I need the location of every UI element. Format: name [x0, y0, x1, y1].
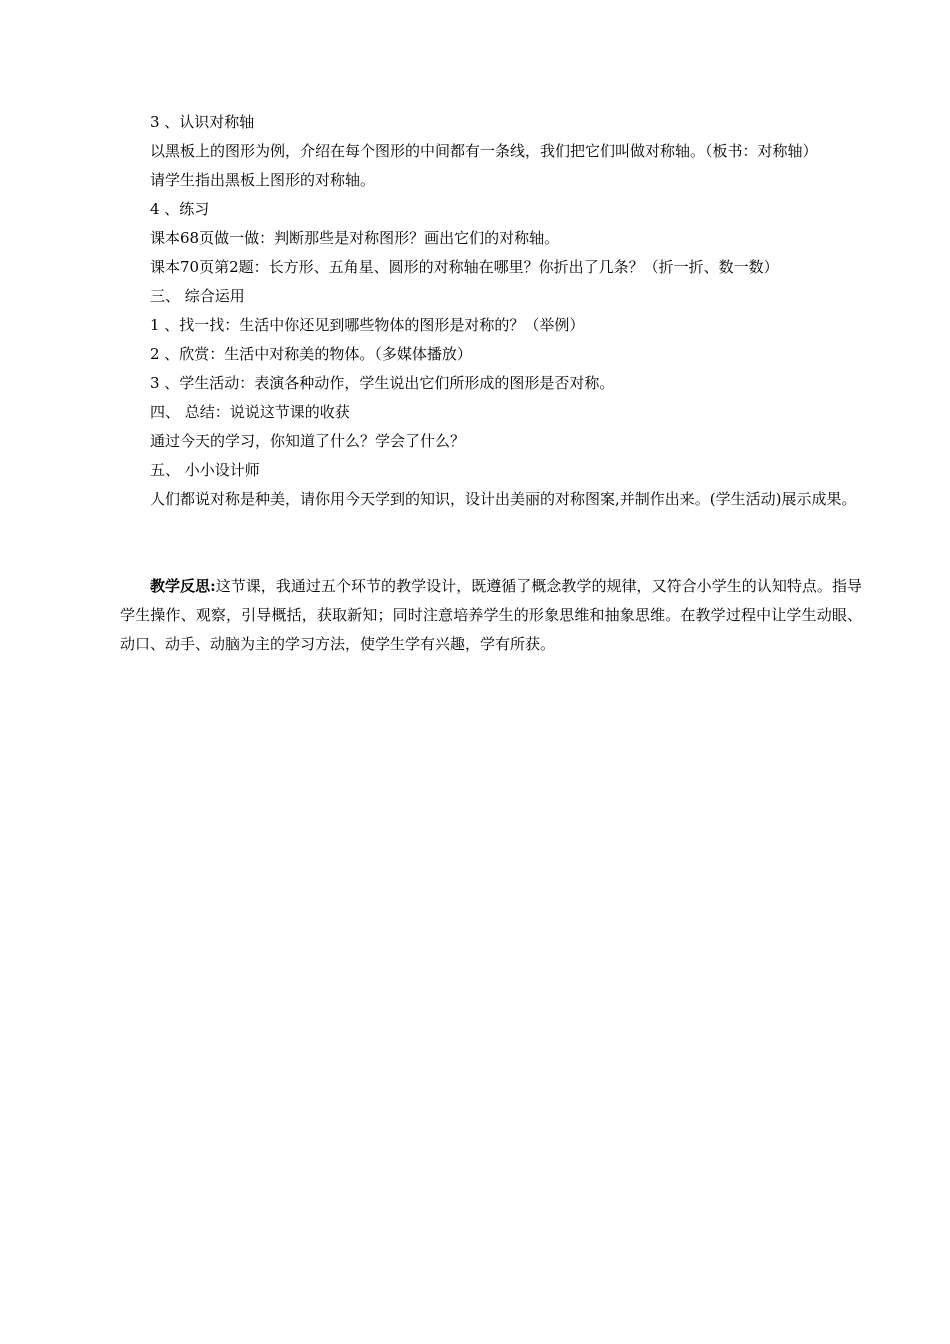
list-item-student-activity: 3 、学生活动：表演各种动作，学生说出它们所形成的图形是否对称。: [150, 374, 615, 392]
teaching-reflection-text: 这节课，我通过五个环节的教学设计，既遵循了概念教学的规律，又符合小学生的认知特点。指导学生操作、观察，引导概括，获取新知；同时注意培养学生的形象思维和抽象思维。在教学过程中让学生动眼、动口、动手、动脑为主的学习方法，使学生学有兴趣，学有所获。: [120, 577, 862, 653]
paragraph-student-point-axis: 请学生指出黑板上图形的对称轴。: [150, 171, 376, 189]
section-heading-application: 三、 综合运用: [150, 287, 245, 305]
blank-space: [120, 514, 862, 572]
paragraph-practice-page-68: 课本68页做一做：判断那些是对称图形？画出它们的对称轴。: [150, 229, 560, 247]
paragraph-symmetry-axis-intro: 以黑板上的图形为例，介绍在每个图形的中间都有一条线，我们把它们叫做对称轴。（板书：对称轴）: [150, 142, 818, 160]
document-body: [120, 108, 862, 659]
section-heading-summary: 四、 总结：说说这节课的收获: [150, 403, 350, 421]
section-heading-practice: 4 、练习: [150, 200, 210, 218]
teaching-reflection-label: 教学反思:: [150, 577, 216, 595]
list-item-find: 1 、找一找：生活中你还见到哪些物体的图形是对称的？（举例）: [150, 316, 585, 334]
section-heading-designer: 五、 小小设计师: [150, 461, 260, 479]
paragraph-practice-page-70: 课本70页第2题：长方形、五角星、圆形的对称轴在哪里？你折出了几条？（折一折、数一数）: [150, 258, 779, 276]
list-item-appreciate: 2 、欣赏：生活中对称美的物体。（多媒体播放）: [150, 345, 472, 363]
paragraph-summary-question: 通过今天的学习，你知道了什么？学会了什么？: [150, 432, 466, 450]
teaching-reflection-paragraph: [120, 572, 862, 659]
section-heading-symmetry-axis: 3 、认识对称轴: [150, 113, 255, 131]
paragraph-designer-task: 人们都说对称是种美，请你用今天学到的知识，设计出美丽的对称图案,并制作出来。(学生活动)展示成果。: [150, 490, 857, 508]
